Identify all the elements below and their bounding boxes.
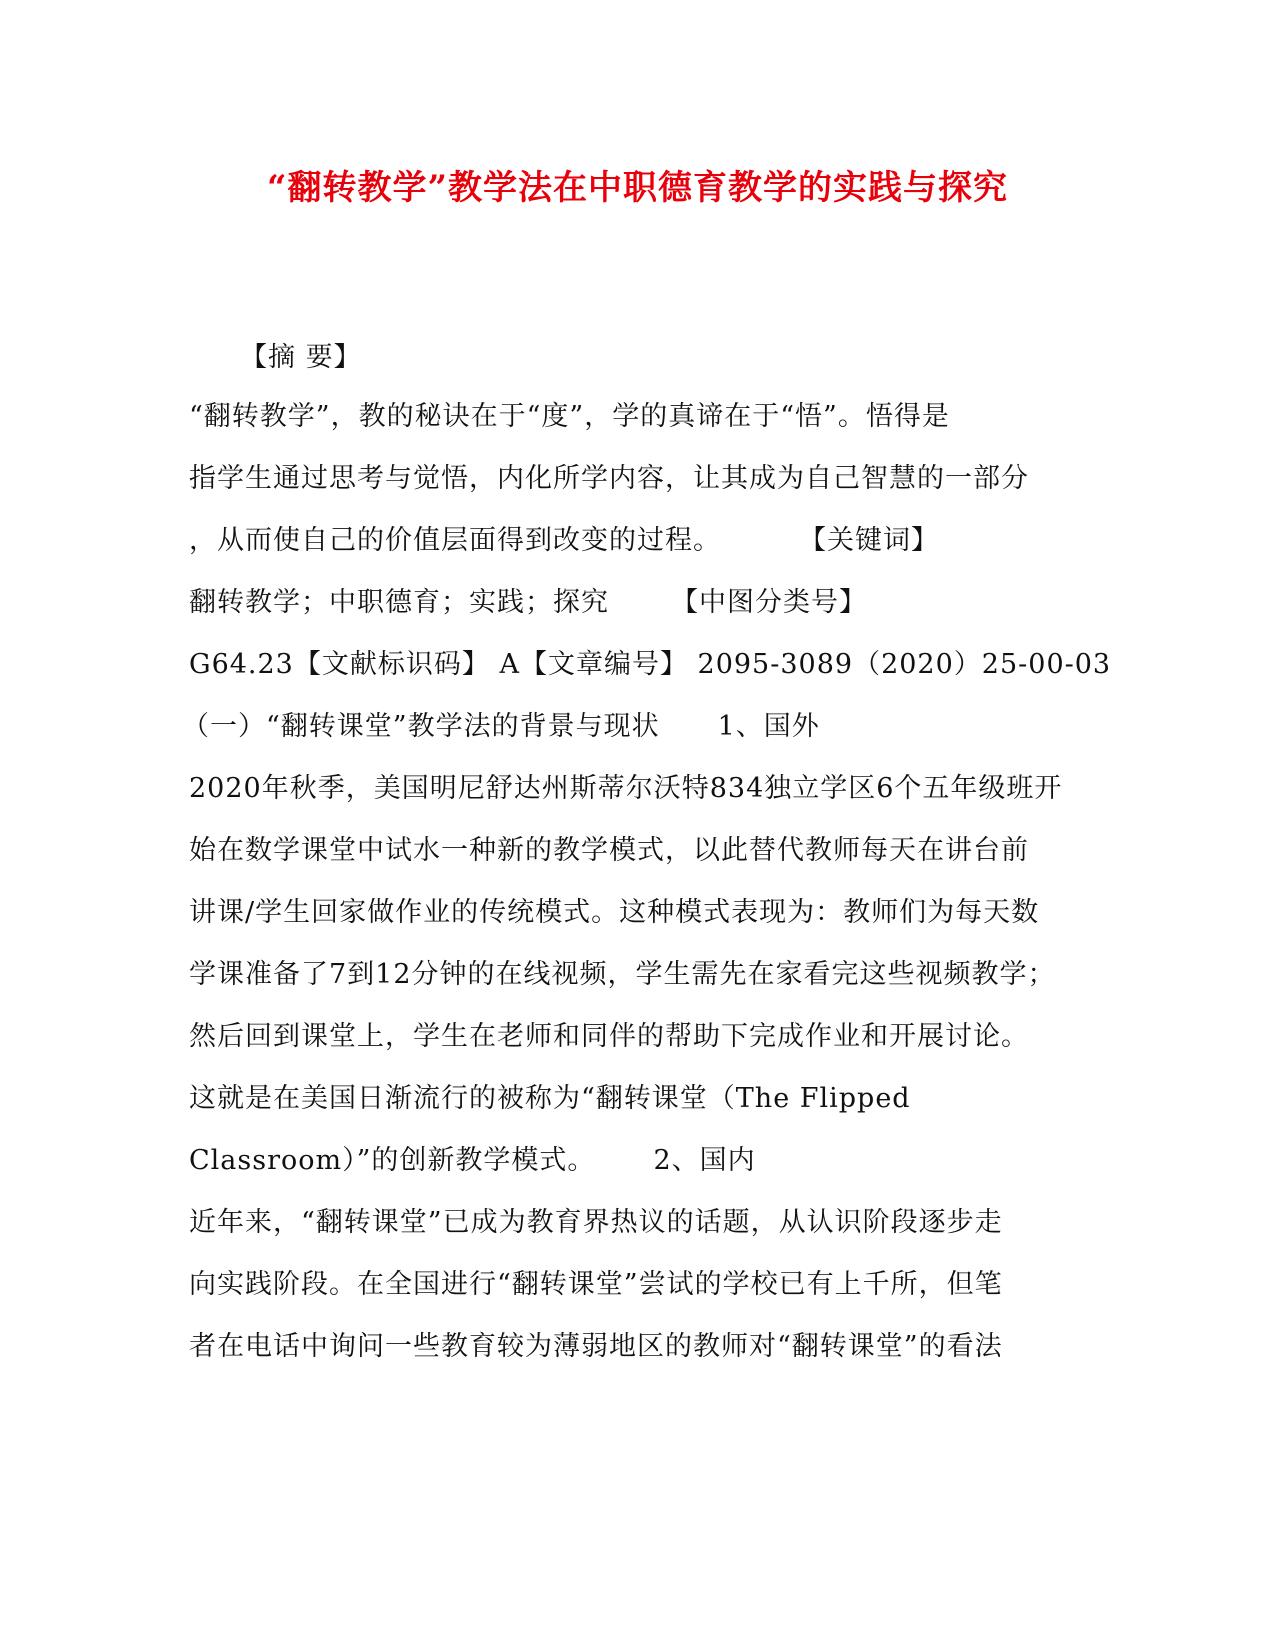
- body-line: 然后回到课堂上，学生在老师和同伴的帮助下完成作业和开展讨论。: [189, 1021, 1029, 1052]
- body-line: [182, 710, 820, 744]
- body-text: ，从而使自己的价值层面得到改变的过程。: [189, 525, 721, 556]
- body-line: G64.23【文献标识码】 A【文章编号】 2095-3089（2020）25-00-03: [189, 649, 1112, 680]
- abstract-header: 【摘 要】: [240, 342, 362, 373]
- subsection-heading: 1、国外: [717, 711, 820, 742]
- document-title: “翻转教学”教学法在中职德育教学的实践与探究: [266, 168, 1009, 208]
- body-line: 始在数学课堂中试水一种新的教学模式，以此替代教师每天在讲台前: [189, 835, 1029, 866]
- body-text: Classroom）”的创新教学模式。: [189, 1145, 596, 1176]
- body-line: [189, 524, 939, 558]
- body-line: 2020年秋季，美国明尼舒达州斯蒂尔沃特834独立学区6个五年级班开: [189, 773, 1063, 804]
- subsection-heading: 2、国内: [653, 1145, 756, 1176]
- body-line: 者在电话中询问一些教育较为薄弱地区的教师对“翻转课堂”的看法: [189, 1331, 1003, 1362]
- body-line: 指学生通过思考与觉悟，内化所学内容，让其成为自己智慧的一部分: [189, 463, 1029, 494]
- body-line: 向实践阶段。在全国进行“翻转课堂”尝试的学校已有上千所，但笔: [189, 1269, 1003, 1300]
- body-line: 这就是在美国日渐流行的被称为“翻转课堂（The Flipped: [189, 1083, 911, 1114]
- classification-header: 【中图分类号】: [671, 587, 867, 618]
- keywords-header: 【关键词】: [799, 525, 939, 556]
- body-line: “翻转教学”，教的秘诀在于“度”，学的真谛在于“悟”。悟得是: [189, 401, 950, 432]
- body-line: 讲课/学生回家做作业的传统模式。这种模式表现为：教师们为每天数: [189, 897, 1040, 928]
- body-line: [189, 586, 867, 620]
- body-line: 近年来，“翻转课堂”已成为教育界热议的话题，从认识阶段逐步走: [189, 1207, 1003, 1238]
- body-line: 学课准备了7到12分钟的在线视频，学生需先在家看完这些视频教学；: [189, 959, 1056, 990]
- keywords-text: 翻转教学；中职德育；实践；探究: [189, 587, 609, 618]
- section-heading: （一）“翻转课堂”教学法的背景与现状: [182, 711, 660, 742]
- body-line: [189, 1144, 756, 1178]
